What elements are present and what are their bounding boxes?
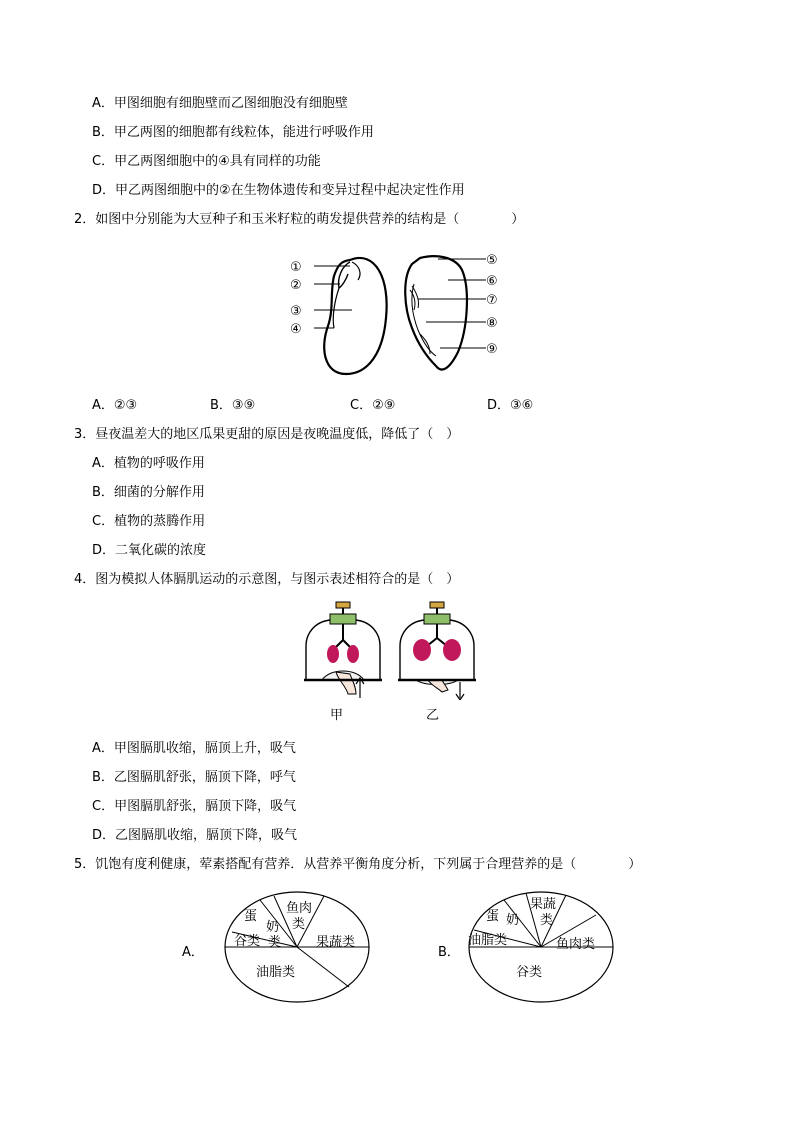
svg-text:谷类: 谷类 <box>516 965 543 980</box>
q2-stem: 2．如图中分别能为大豆种子和玉米籽粒的萌发提供营养的结构是（ ） <box>74 212 525 227</box>
q3-option-b: B．细菌的分解作用 <box>92 485 205 500</box>
q4-option-b: B．乙图膈肌舒张，膈顶下降，呼气 <box>92 770 296 785</box>
svg-text:奶: 奶 <box>266 920 280 935</box>
q4-option-d: D．乙图膈肌收缩，膈顶下降，吸气 <box>92 828 298 843</box>
q2-option-d: D．③⑥ <box>487 398 534 413</box>
svg-text:谷类: 谷类 <box>234 934 261 949</box>
svg-text:鱼肉: 鱼肉 <box>286 901 313 916</box>
q1-option-c: C．甲乙两图细胞中的④具有同样的功能 <box>92 154 321 169</box>
pie-b <box>466 890 616 1006</box>
q1-option-b: B．甲乙两图的细胞都有线粒体，能进行呼吸作用 <box>92 125 374 140</box>
svg-text:类: 类 <box>540 913 554 928</box>
svg-text:蛋: 蛋 <box>486 909 500 924</box>
q1-option-d: D．甲乙两图细胞中的②在生物体遗传和变异过程中起决定性作用 <box>92 183 465 198</box>
diaphragm-diagram <box>300 600 480 700</box>
svg-text:蛋: 蛋 <box>244 909 258 924</box>
q3-option-a: A．植物的呼吸作用 <box>92 456 205 471</box>
svg-text:奶: 奶 <box>506 913 520 928</box>
label-1: ① <box>290 260 302 275</box>
q4-option-c: C．甲图膈肌舒张，膈顶下降，吸气 <box>92 799 297 814</box>
q4-option-a: A．甲图膈肌收缩，膈顶上升，吸气 <box>92 741 296 756</box>
label-3: ③ <box>290 304 302 319</box>
seed-diagram <box>290 248 510 380</box>
svg-text:类: 类 <box>268 935 282 950</box>
label-6: ⑥ <box>486 274 498 289</box>
q3-option-d: D．二氧化碳的浓度 <box>92 543 207 558</box>
q1-option-a: A．甲图细胞有细胞壁而乙图细胞没有细胞壁 <box>92 96 348 111</box>
label-8: ⑧ <box>486 316 498 331</box>
svg-text:类: 类 <box>292 917 306 932</box>
q5-stem: 5．饥饱有度利健康，荤素搭配有营养．从营养平衡角度分析，下列属于合理营养的是（ ） <box>74 857 642 872</box>
q2-option-b: B．③⑨ <box>210 398 256 413</box>
q3-option-c: C．植物的蒸腾作用 <box>92 514 206 529</box>
svg-text:鱼肉类: 鱼肉类 <box>556 937 596 952</box>
label-7: ⑦ <box>486 293 498 308</box>
q3-stem: 3．昼夜温差大的地区瓜果更甜的原因是夜晚温度低，降低了（ ） <box>74 427 460 442</box>
q5-option-b: B． <box>438 945 460 960</box>
q2-option-a: A．②③ <box>92 398 138 413</box>
svg-text:油脂类: 油脂类 <box>256 965 296 980</box>
q5-option-a: A． <box>182 945 204 960</box>
svg-text:果蔬: 果蔬 <box>530 897 557 912</box>
svg-text:油脂类: 油脂类 <box>468 933 508 948</box>
q2-option-c: C．②⑨ <box>350 398 396 413</box>
label-yi: 乙 <box>426 708 440 723</box>
label-jia: 甲 <box>330 708 344 723</box>
label-2: ② <box>290 278 302 293</box>
label-9: ⑨ <box>486 342 498 357</box>
bell-jar-b <box>398 602 476 700</box>
svg-text:果蔬类: 果蔬类 <box>316 935 356 950</box>
q4-stem: 4．图为模拟人体膈肌运动的示意图，与图示表述相符合的是（ ） <box>74 572 460 587</box>
bell-jar-a <box>304 602 382 698</box>
pie-a <box>222 890 372 1006</box>
label-5: ⑤ <box>486 253 498 268</box>
label-4: ④ <box>290 322 302 337</box>
